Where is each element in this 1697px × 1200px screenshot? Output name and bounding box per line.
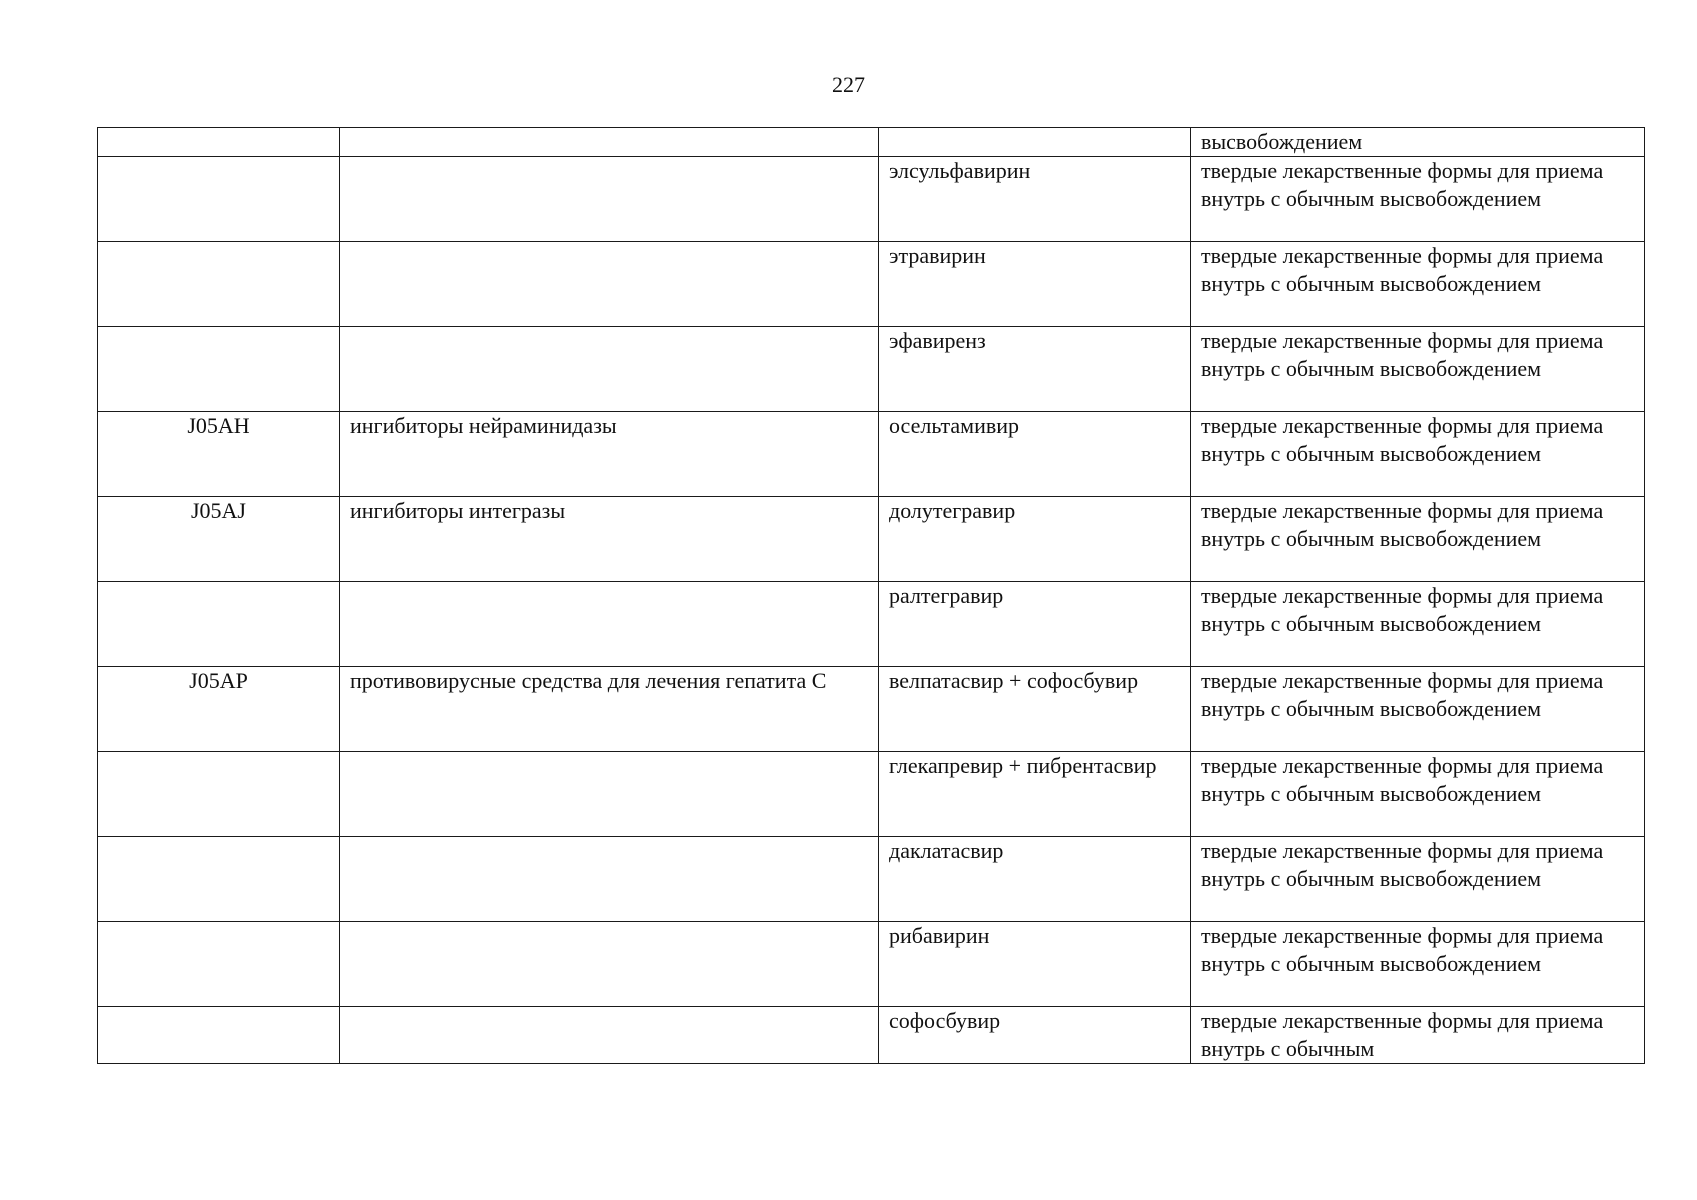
- drug-name-cell: [879, 128, 1191, 157]
- atc-code-cell: [98, 327, 340, 412]
- atc-code-cell: J05AH: [98, 412, 340, 497]
- drug-name-cell: софосбувир: [879, 1007, 1191, 1064]
- drug-name-cell: велпатасвир + софосбувир: [879, 667, 1191, 752]
- atc-code-cell: J05AJ: [98, 497, 340, 582]
- dosage-form-cell: твердые лекарственные формы для приема внутрь с обычным высвобождением: [1191, 922, 1645, 1007]
- atc-code-cell: [98, 922, 340, 1007]
- atc-code-cell: [98, 752, 340, 837]
- table-row: [98, 327, 1645, 412]
- dosage-form-cell: твердые лекарственные формы для приема внутрь с обычным: [1191, 1007, 1645, 1064]
- dosage-form-cell: твердые лекарственные формы для приема внутрь с обычным высвобождением: [1191, 752, 1645, 837]
- drug-name-cell: элсульфавирин: [879, 157, 1191, 242]
- pharmacological-group-cell: [340, 922, 879, 1007]
- drug-name-cell: ралтегравир: [879, 582, 1191, 667]
- dosage-form-cell: твердые лекарственные формы для приема внутрь с обычным высвобождением: [1191, 412, 1645, 497]
- atc-code-cell: [98, 1007, 340, 1064]
- pharmacological-group-cell: [340, 157, 879, 242]
- table-row: [98, 157, 1645, 242]
- drug-name-cell: глекапревир + пибрентасвир: [879, 752, 1191, 837]
- atc-code-cell: [98, 157, 340, 242]
- atc-code-cell: [98, 128, 340, 157]
- pharmacological-group-cell: ингибиторы нейраминидазы: [340, 412, 879, 497]
- table-row: [98, 667, 1645, 752]
- page-number: 227: [832, 72, 865, 97]
- drug-name-cell: осельтамивир: [879, 412, 1191, 497]
- table-row: [98, 1007, 1645, 1064]
- pharmacological-group-cell: [340, 837, 879, 922]
- pharmacological-group-cell: [340, 327, 879, 412]
- table-row: [98, 242, 1645, 327]
- pharmacological-group-cell: [340, 1007, 879, 1064]
- table-row: [98, 497, 1645, 582]
- drug-table: [97, 127, 1645, 1064]
- dosage-form-cell: твердые лекарственные формы для приема внутрь с обычным высвобождением: [1191, 837, 1645, 922]
- dosage-form-cell: твердые лекарственные формы для приема внутрь с обычным высвобождением: [1191, 242, 1645, 327]
- table-row: [98, 582, 1645, 667]
- pharmacological-group-cell: ингибиторы интегразы: [340, 497, 879, 582]
- table-row: [98, 922, 1645, 1007]
- atc-code-cell: [98, 837, 340, 922]
- pharmacological-group-cell: [340, 242, 879, 327]
- dosage-form-cell: твердые лекарственные формы для приема внутрь с обычным высвобождением: [1191, 157, 1645, 242]
- table-row: [98, 837, 1645, 922]
- drug-name-cell: рибавирин: [879, 922, 1191, 1007]
- dosage-form-cell: твердые лекарственные формы для приема внутрь с обычным высвобождением: [1191, 667, 1645, 752]
- drug-name-cell: даклатасвир: [879, 837, 1191, 922]
- pharmacological-group-cell: противовирусные средства для лечения гепатита C: [340, 667, 879, 752]
- dosage-form-cell: твердые лекарственные формы для приема внутрь с обычным высвобождением: [1191, 327, 1645, 412]
- atc-code-cell: [98, 582, 340, 667]
- drug-name-cell: этравирин: [879, 242, 1191, 327]
- table-row: [98, 128, 1645, 157]
- drug-name-cell: эфавиренз: [879, 327, 1191, 412]
- pharmacological-group-cell: [340, 752, 879, 837]
- pharmacological-group-cell: [340, 582, 879, 667]
- atc-code-cell: J05AP: [98, 667, 340, 752]
- pharmacological-group-cell: [340, 128, 879, 157]
- dosage-form-cell: твердые лекарственные формы для приема внутрь с обычным высвобождением: [1191, 497, 1645, 582]
- table-row: [98, 752, 1645, 837]
- atc-code-cell: [98, 242, 340, 327]
- table-row: [98, 412, 1645, 497]
- drug-name-cell: долутегравир: [879, 497, 1191, 582]
- dosage-form-cell: высвобождением: [1191, 128, 1645, 157]
- dosage-form-cell: твердые лекарственные формы для приема внутрь с обычным высвобождением: [1191, 582, 1645, 667]
